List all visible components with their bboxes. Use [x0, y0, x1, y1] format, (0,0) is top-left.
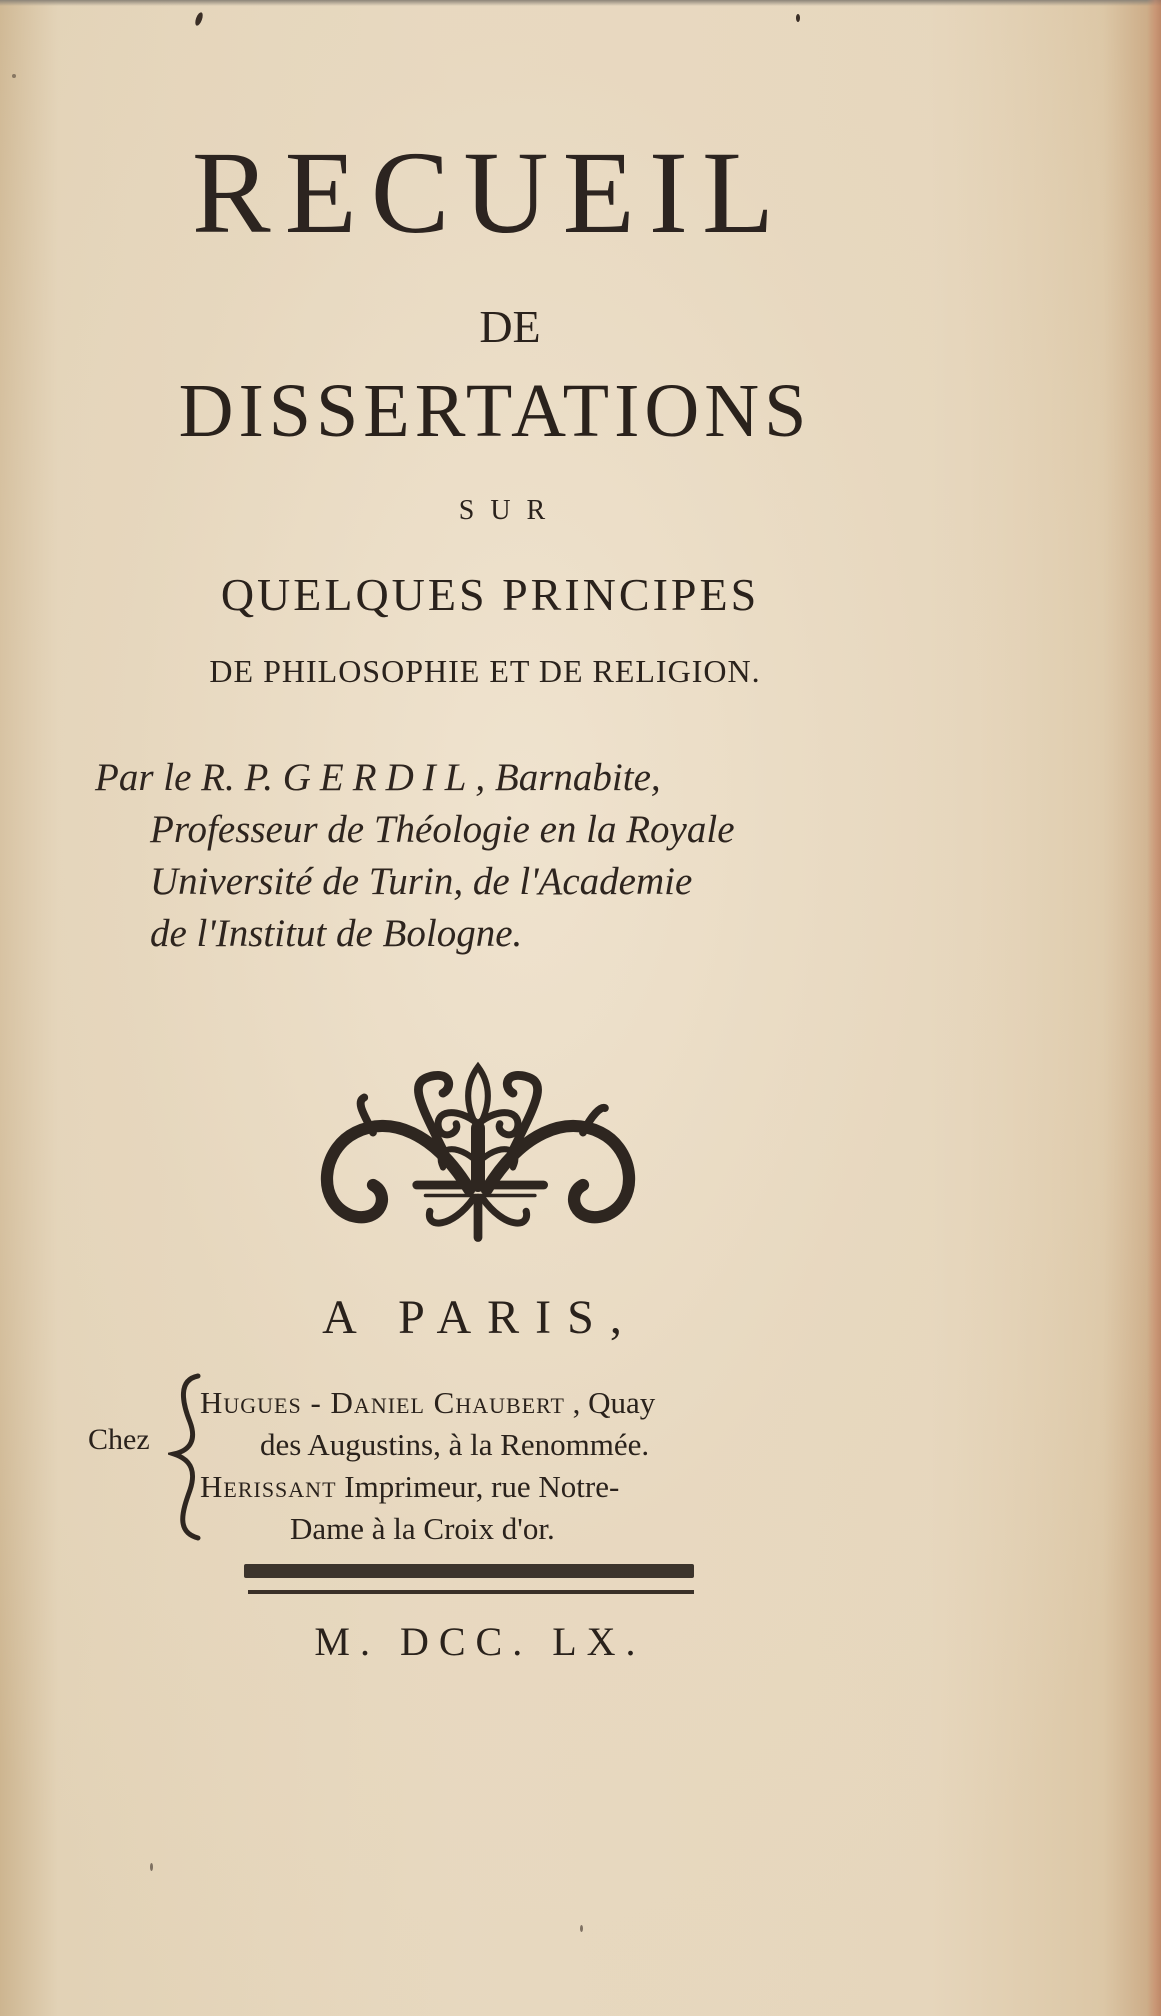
ink-speck: [580, 1925, 583, 1932]
author-name: GERDIL: [282, 756, 476, 799]
page-edge: [1147, 0, 1161, 2016]
publisher-1-line-1: [200, 1382, 880, 1424]
publication-date: M. DCC. LX.: [314, 1619, 646, 1664]
ink-speck: [796, 14, 800, 22]
top-shadow: [0, 0, 1161, 6]
author-line-4: de l'Institut de Bologne.: [150, 912, 523, 955]
title-recueil: RECUEIL: [191, 127, 789, 258]
title-de: DE: [479, 301, 541, 352]
title-sur: SUR: [458, 495, 562, 526]
author-line-1: [95, 752, 895, 804]
publisher-2-name: Herissant: [200, 1469, 337, 1504]
ink-speck: [150, 1863, 153, 1871]
imprint-publishers: [200, 1382, 880, 1550]
imprint-place: A PARIS,: [322, 1291, 638, 1344]
author-block: [95, 752, 895, 960]
publisher-2-line-2: Dame à la Croix d'or.: [290, 1511, 555, 1546]
imprint-chez: Chez: [88, 1423, 150, 1456]
ink-speck: [12, 74, 16, 78]
author-order: , Barnabite,: [475, 756, 661, 799]
author-line-2: Professeur de Théologie en la Royale: [150, 808, 735, 851]
publisher-2-line-1: [200, 1466, 880, 1508]
rule-thick: [244, 1564, 694, 1578]
subtitle-philosophie: DE PHILOSOPHIE ET DE RELIGION.: [209, 653, 761, 689]
publisher-1-name: Hugues - Daniel Chaubert: [200, 1385, 565, 1420]
rule-thin: [248, 1590, 694, 1594]
title-dissertations: DISSERTATIONS: [178, 369, 812, 453]
ink-speck: [194, 11, 204, 26]
author-line-3: Université de Turin, de l'Academie: [150, 860, 693, 903]
author-prefix: Par le R. P.: [95, 756, 283, 799]
publisher-2-address: Imprimeur, rue Notre-: [336, 1469, 620, 1504]
fleur-de-lis-vignette-icon: [298, 1045, 658, 1255]
publisher-1-line-2: des Augustins, à la Renommée.: [260, 1427, 650, 1462]
publisher-1-address: , Quay: [564, 1385, 656, 1420]
subtitle-principes: QUELQUES PRINCIPES: [220, 569, 760, 620]
